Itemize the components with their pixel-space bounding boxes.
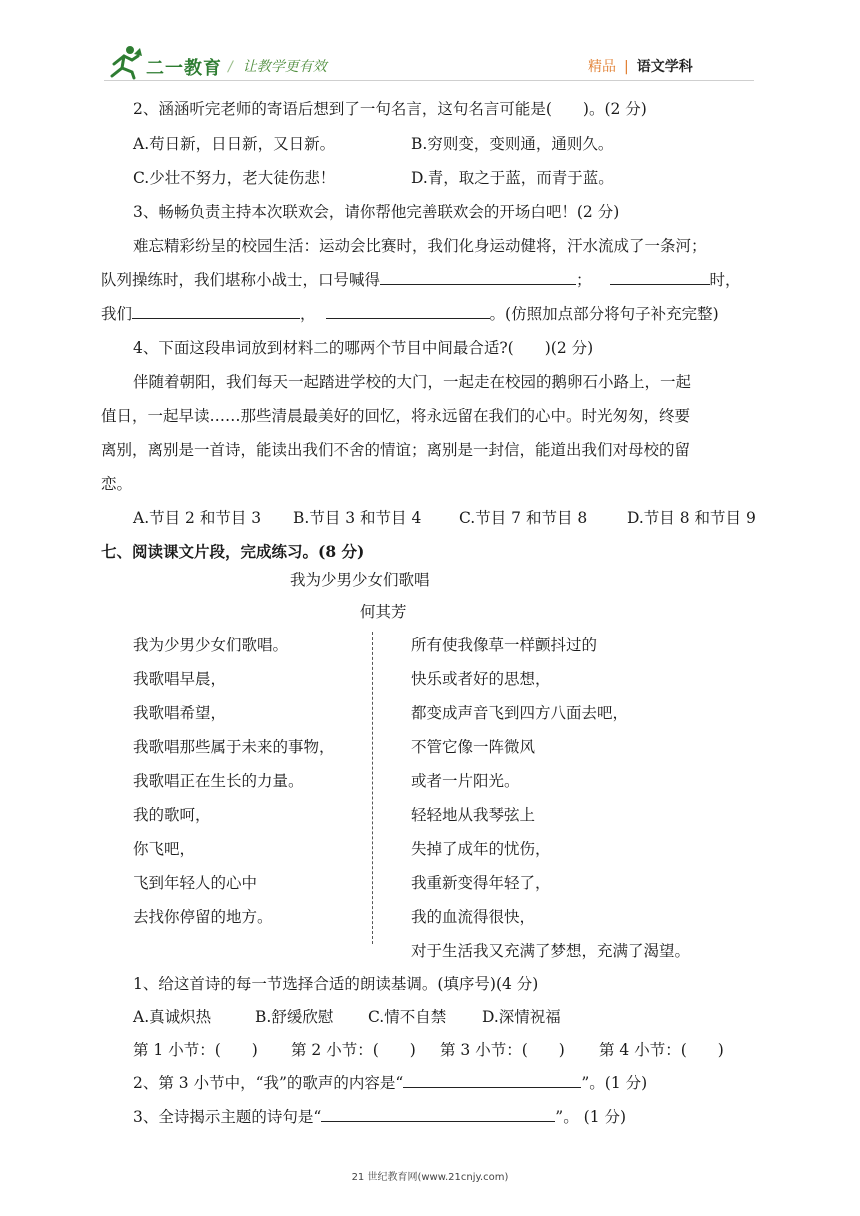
q3-paragraph-line-3 (101, 302, 719, 324)
brand-name: 二一教育 (146, 58, 222, 79)
poem-line: 我歌唱早晨， (133, 670, 227, 688)
poem-question-3 (133, 1105, 626, 1127)
q3-text: 时， (709, 271, 741, 289)
q3-text: 队列操练时，我们堪称小战士，口号喊得 (101, 271, 381, 289)
poem-column-divider (372, 632, 373, 944)
q3-text: ； (576, 271, 592, 289)
question-text: 3、全诗揭示主题的诗句是“ (133, 1108, 322, 1126)
header-divider (104, 80, 754, 81)
q4-paragraph-line-4: 恋。 (101, 475, 133, 493)
poem-line: 都变成声音飞到四方八面去吧， (411, 704, 629, 722)
poem-line: 轻轻地从我琴弦上 (411, 806, 536, 824)
poem-line: 失掉了成年的忧伤， (411, 840, 551, 858)
poem-line: 我的血流得很快， (411, 908, 536, 926)
q2-option-c: C.少壮不努力，老大徒伤悲！ (133, 169, 336, 187)
runner-logo-icon (104, 44, 144, 80)
answer-blank-5[interactable] (403, 1072, 581, 1088)
poem-line: 所有使我像草一样颤抖过的 (411, 636, 598, 654)
tone-option-c: C.情不自禁 (368, 1008, 447, 1026)
question-4: 4、下面这段串词放到材料二的哪两个节目中间最合适?( )(2 分) (133, 339, 594, 357)
poem-question-2 (133, 1071, 647, 1093)
answer-blank-3[interactable] (132, 303, 300, 319)
q2-option-b: B.穷则变，变则通，通则久。 (411, 135, 614, 153)
q3-paragraph-line-2 (101, 268, 741, 290)
poem-line: 我的歌呵， (133, 806, 211, 824)
poem-line: 我歌唱正在生长的力量。 (133, 772, 304, 790)
subject-label: 语文学科 (636, 59, 693, 75)
q2-option-d: D.青，取之于蓝，而青于蓝。 (411, 169, 614, 187)
quality-tag: 精品 (588, 59, 616, 75)
question-text: 2、第 3 小节中，“我”的歌声的内容是“ (133, 1074, 404, 1092)
answer-blank-4[interactable] (326, 303, 490, 319)
stanza-1-answer[interactable]: 第 1 小节：( ) (133, 1041, 258, 1059)
stanza-2-answer[interactable]: 第 2 小节：( ) (291, 1041, 416, 1059)
q4-paragraph-line-1: 伴随着朝阳，我们每天一起踏进学校的大门，一起走在校园的鹅卵石小路上，一起 (133, 373, 692, 391)
q2-option-a: A.苟日新，日日新，又日新。 (133, 135, 336, 153)
answer-blank-6[interactable] (321, 1106, 555, 1122)
page-footer: 21 世纪教育网(www.21cnjy.com) (351, 1172, 509, 1183)
brand-logo (104, 44, 364, 84)
q4-option-a: A.节目 2 和节目 3 (133, 509, 262, 527)
poem-line: 去找你停留的地方。 (133, 908, 273, 926)
question-text: ”。 (1 分) (555, 1108, 627, 1126)
poem-line: 快乐或者好的思想， (411, 670, 551, 688)
question-text: ”。(1 分) (581, 1074, 648, 1092)
poem-line: 我歌唱那些属于未来的事物， (133, 738, 335, 756)
tone-option-a: A.真诚炽热 (133, 1008, 212, 1026)
poem-line: 我重新变得年轻了， (411, 874, 551, 892)
q4-option-d: D.节目 8 和节目 9 (627, 509, 756, 527)
poem-title: 我为少男少女们歌唱 (290, 571, 430, 589)
q3-text: 。(仿照加点部分将句子补充完整) (489, 305, 719, 323)
question-3: 3、畅畅负责主持本次联欢会，请你帮他完善联欢会的开场白吧！(2 分) (133, 203, 620, 221)
poem-line: 或者一片阳光。 (411, 772, 520, 790)
section-7-heading: 七、阅读课文片段，完成练习。(8 分) (101, 542, 365, 561)
poem-line: 我为少男少女们歌唱。 (133, 636, 289, 654)
stanza-3-answer[interactable]: 第 3 小节：( ) (440, 1041, 565, 1059)
answer-blank-1[interactable] (380, 269, 576, 285)
answer-blank-2[interactable] (610, 269, 710, 285)
q4-paragraph-line-3: 离别，离别是一首诗，能读出我们不舍的情谊；离别是一封信，能道出我们对母校的留 (101, 441, 691, 459)
q4-option-c: C.节目 7 和节目 8 (459, 509, 588, 527)
q3-text: ， (300, 305, 316, 323)
q4-option-b: B.节目 3 和节目 4 (293, 509, 422, 527)
poem-line: 对于生活我又充满了梦想，充满了渴望。 (411, 942, 691, 960)
q4-paragraph-line-2: 值日，一起早读……那些清晨最美好的回忆，将永远留在我们的心中。时光匆匆，终要 (101, 407, 691, 425)
poem-line: 飞到年轻人的心中 (133, 874, 258, 892)
question-2: 2、涵涵听完老师的寄语后想到了一句名言，这句名言可能是( )。(2 分) (133, 100, 647, 118)
stanza-4-answer[interactable]: 第 4 小节：( ) (599, 1041, 724, 1059)
poem-question-1: 1、给这首诗的每一节选择合适的朗读基调。(填序号)(4 分) (133, 975, 539, 993)
poem-line: 我歌唱希望， (133, 704, 227, 722)
poem-line: 不管它像一阵微风 (411, 738, 536, 756)
poem-line: 你飞吧， (133, 840, 196, 858)
header-subject-tag: 精品 | 语文学科 (588, 59, 693, 75)
q3-text: 我们 (101, 305, 133, 323)
tone-option-b: B.舒缓欣慰 (255, 1008, 334, 1026)
poem-author: 何其芳 (360, 603, 407, 621)
tone-option-d: D.深情祝福 (482, 1008, 561, 1026)
q3-paragraph-line-1: 难忘精彩纷呈的校园生活：运动会比赛时，我们化身运动健将，汗水流成了一条河； (133, 237, 707, 255)
brand-slogan: / 让教学更有效 (228, 59, 327, 75)
